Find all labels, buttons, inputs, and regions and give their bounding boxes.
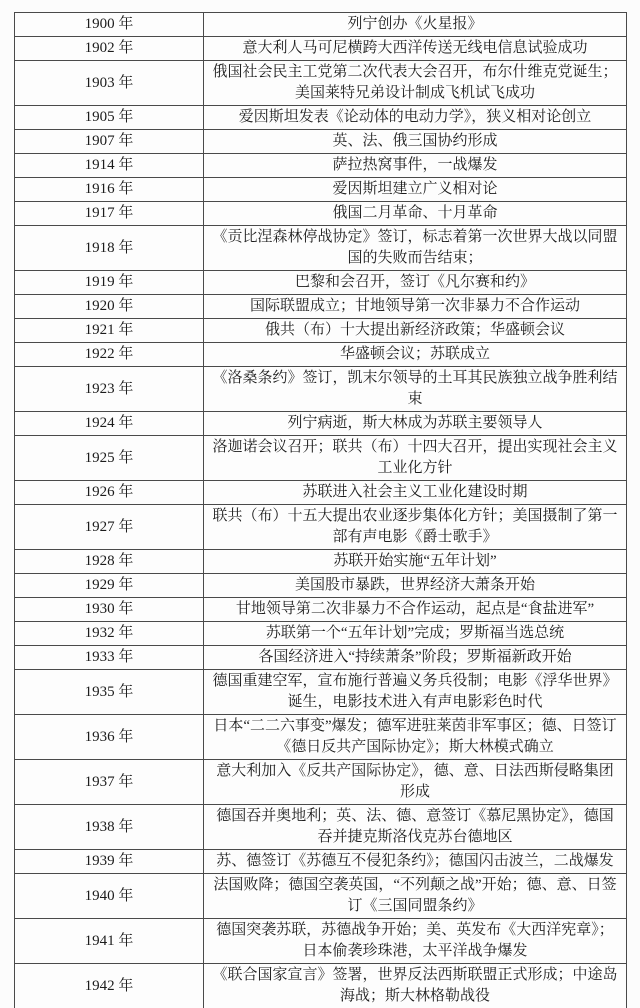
event-cell: 德国吞并奥地利；英、法、德、意签订《慕尼黑协定》，德国吞并捷克斯洛伐克苏台德地区 [204,805,627,850]
year-cell: 1941 年 [15,919,204,964]
table-row [15,412,627,436]
year-cell: 1923 年 [15,367,204,412]
event-cell: 美国股市暴跌，世界经济大萧条开始 [204,574,627,598]
event-cell: 法国败降；德国空袭英国，“不列颠之战”开始；德、意、日签订《三国同盟条约》 [204,874,627,919]
year-cell: 1937 年 [15,760,204,805]
table-row [15,367,627,412]
event-cell: 列宁病逝，斯大林成为苏联主要领导人 [204,412,627,436]
year-cell: 1940 年 [15,874,204,919]
table-row [15,598,627,622]
event-cell: 俄国社会民主工党第二次代表大会召开，布尔什维克党诞生；美国莱特兄弟设计制成飞机试飞成功 [204,61,627,106]
year-cell: 1927 年 [15,505,204,550]
table-row [15,481,627,505]
year-cell: 1920 年 [15,295,204,319]
event-cell: 甘地领导第二次非暴力不合作运动，起点是“食盐进军” [204,598,627,622]
event-cell: 苏联进入社会主义工业化建设时期 [204,481,627,505]
table-row [15,805,627,850]
table-row [15,130,627,154]
table-row [15,343,627,367]
year-cell: 1942 年 [15,964,204,1008]
year-cell: 1928 年 [15,550,204,574]
year-cell: 1903 年 [15,61,204,106]
year-cell: 1936 年 [15,715,204,760]
year-cell: 1918 年 [15,226,204,271]
event-cell: 列宁创办《火星报》 [204,13,627,37]
table-row [15,37,627,61]
table-row [15,154,627,178]
event-cell: 爱因斯坦建立广义相对论 [204,178,627,202]
event-cell: 俄共（布）十大提出新经济政策；华盛顿会议 [204,319,627,343]
event-cell: 德国突袭苏联，苏德战争开始；美、英发布《大西洋宪章》；日本偷袭珍珠港，太平洋战争爆发 [204,919,627,964]
table-row [15,850,627,874]
year-cell: 1914 年 [15,154,204,178]
year-cell: 1905 年 [15,106,204,130]
year-cell: 1929 年 [15,574,204,598]
event-cell: 国际联盟成立；甘地领导第一次非暴力不合作运动 [204,295,627,319]
event-cell: 德国重建空军，宣布施行普遍义务兵役制；电影《浮华世界》诞生，电影技术进入有声电影彩色时代 [204,670,627,715]
year-cell: 1926 年 [15,481,204,505]
year-cell: 1919 年 [15,271,204,295]
event-cell: 日本“二二六事变”爆发；德军进驻莱茵非军事区；德、日签订《德日反共产国际协定》；斯大林模式确立 [204,715,627,760]
year-cell: 1935 年 [15,670,204,715]
table-row [15,874,627,919]
event-cell: 各国经济进入“持续萧条”阶段；罗斯福新政开始 [204,646,627,670]
table-row [15,919,627,964]
table-row [15,622,627,646]
event-cell: 意大利人马可尼横跨大西洋传送无线电信息试验成功 [204,37,627,61]
event-cell: 俄国二月革命、十月革命 [204,202,627,226]
table-row [15,505,627,550]
event-cell: 华盛顿会议；苏联成立 [204,343,627,367]
event-cell: 《洛桑条约》签订，凯末尔领导的土耳其民族独立战争胜利结束 [204,367,627,412]
year-cell: 1921 年 [15,319,204,343]
year-cell: 1922 年 [15,343,204,367]
event-cell: 意大利加入《反共产国际协定》，德、意、日法西斯侵略集团形成 [204,760,627,805]
year-cell: 1939 年 [15,850,204,874]
event-cell: 爱因斯坦发表《论动体的电动力学》，狭义相对论创立 [204,106,627,130]
year-cell: 1930 年 [15,598,204,622]
table-row [15,319,627,343]
table-row [15,226,627,271]
event-cell: 英、法、俄三国协约形成 [204,130,627,154]
table-row [15,574,627,598]
year-cell: 1938 年 [15,805,204,850]
event-cell: 萨拉热窝事件，一战爆发 [204,154,627,178]
year-cell: 1916 年 [15,178,204,202]
year-cell: 1902 年 [15,37,204,61]
event-cell: 苏、德签订《苏德互不侵犯条约》；德国闪击波兰，二战爆发 [204,850,627,874]
year-cell: 1933 年 [15,646,204,670]
event-cell: 巴黎和会召开，签订《凡尔赛和约》 [204,271,627,295]
table-row [15,202,627,226]
table-row [15,670,627,715]
table-row [15,646,627,670]
table-row [15,106,627,130]
event-cell: 联共（布）十五大提出农业逐步集体化方针；美国摄制了第一部有声电影《爵士歌手》 [204,505,627,550]
year-cell: 1907 年 [15,130,204,154]
event-cell: 《贡比涅森林停战协定》签订，标志着第一次世界大战以同盟国的失败而告结束； [204,226,627,271]
year-cell: 1924 年 [15,412,204,436]
event-cell: 苏联第一个“五年计划”完成；罗斯福当选总统 [204,622,627,646]
year-cell: 1900 年 [15,13,204,37]
table-row [15,178,627,202]
table-row [15,271,627,295]
event-cell: 《联合国家宣言》签署，世界反法西斯联盟正式形成；中途岛海战；斯大林格勒战役 [204,964,627,1008]
table-row [15,715,627,760]
year-cell: 1917 年 [15,202,204,226]
table-row [15,295,627,319]
event-cell: 苏联开始实施“五年计划” [204,550,627,574]
table-row [15,61,627,106]
year-cell: 1925 年 [15,436,204,481]
table-row [15,436,627,481]
table-row [15,550,627,574]
table-row [15,964,627,1008]
table-row [15,13,627,37]
event-cell: 洛迦诺会议召开；联共（布）十四大召开，提出实现社会主义工业化方针 [204,436,627,481]
table-row [15,760,627,805]
history-timeline-table [14,12,627,1008]
timeline-table-body [15,13,627,1008]
year-cell: 1932 年 [15,622,204,646]
